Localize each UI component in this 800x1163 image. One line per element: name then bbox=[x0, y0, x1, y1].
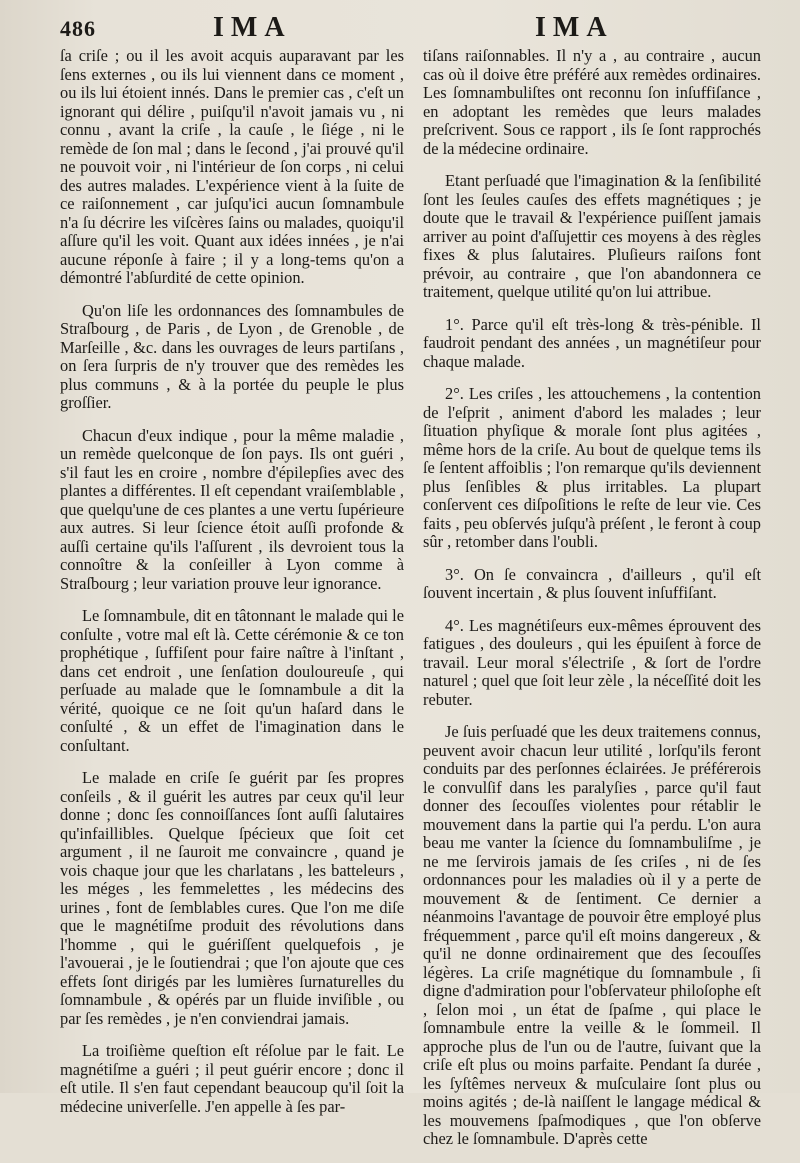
paragraph: Le ſomnambule, dit en tâtonnant le malade qui le conſulte , votre mal eſt là. Cette cérémonie & ce ton prophétique , ſuffiſent pour faire naître à l'inſtant , dans cet endroit , une ſenſation douloureuſe , qui perſuade au malade que le ſomnambule a dit la vérité, quoique ce ne ſoit qu'un haſard dans le conſulté , & un effet de l'imagination dans le conſultant. bbox=[60, 606, 404, 755]
running-head-left: IMA bbox=[213, 12, 292, 43]
page-header bbox=[0, 10, 800, 50]
numbered-paragraph: 3°. On ſe convaincra , d'ailleurs , qu'il eſt ſouvent incertain , & plus ſouvent inſuffiſant. bbox=[423, 564, 761, 602]
running-head-right: IMA bbox=[535, 12, 614, 43]
paragraph: Je ſuis perſuadé que les deux traitemens connus, peuvent avoir chacun leur utilité , lorſqu'ils feront conduits par des perſonnes éclairées. Je préférerois le convulſif dans les paralyſies , parce qu'il faut donner des ſecouſſes violentes pour rétablir le mouvement dans la partie qui l'a perdu. L'on aura beau me vanter la ſcience du ſomnambuliſme , je ne me ſervirois jamais de ſes criſes , ni de ſes ordonnances pour les maladies où il y a perte de mouvement & de ſentiment. Ce dernier a néanmoins l'avantage de pouvoir être employé plus fréquemment , parce qu'il eſt moins dangereux , & qu'il ne donne ordinairement que des ſecouſſes légères. La criſe magnétique du ſomnambule , ſi digne d'admiration pour l'obſervateur philoſophe eſt , ſelon moi , un état de ſpaſme , qui place le ſomnambule entre la veille & le ſommeil. Il approche plus de l'un ou de l'autre, ſuivant que la criſe eſt plus ou moins parfaite. Pendant ſa durée , les ſyſtêmes nerveux & muſculaire ſont plus ou moins agités ; de-là naiſſent le langage médical & les mouvemens ſpaſmodiques , que l'on obſerve chez le ſomnambule. D'après cette bbox=[423, 722, 761, 1148]
left-column bbox=[60, 47, 404, 1130]
numbered-paragraph: 1°. Parce qu'il eſt très-long & très-pénible. Il faudroit pendant des années , un magnétiſeur pour chaque malade. bbox=[423, 314, 761, 371]
page-number: 486 bbox=[60, 16, 96, 41]
paragraph: Etant perſuadé que l'imagination & la ſenſibilité ſont les ſeules cauſes des effets magnétiques ; je doute que le travail & l'expérience puiſſent jamais arriver au point d'aſſujettir ces moyens à des règles fixes & plus ſalutaires. Pluſieurs raiſons font prévoir, au contraire , que l'on abandonnera ce traitement, quelque utilité qu'on lui attribue. bbox=[423, 171, 761, 301]
paragraph: Le malade en criſe ſe guérit par ſes propres conſeils , & il guérit les autres par ceux qu'il leur donne ; donc ſes connoiſſances ſont auſſi ſalutaires qu'infaillibles. Quelque ſpécieux que ſoit cet argument , il ne ſauroit me convaincre , quand je vois chaque jour que les charlatans , les batteleurs , les méges , les femmelettes , les médecins des urines , font de ſemblables cures. Que l'on me diſe que le magnétiſme produit des révolutions dans l'homme , qui le guériſſent quelquefois , je l'avouerai , je le ſoutiendrai ; que l'on ajoute que ces effets ſont dirigés par les lumières ſurnaturelles du ſomnambule , & opérés par un fluide inviſible , ou par ſes remèdes , je n'en conviendrai jamais. bbox=[60, 768, 404, 1028]
paragraph: La troiſième queſtion eſt réſolue par le fait. Le magnétiſme a guéri ; il peut guérir encore ; donc il eſt utile. Il s'en faut cependant beaucoup qu'il ſoit la médecine univerſelle. J'en appelle à ſes par- bbox=[60, 1041, 404, 1116]
right-column bbox=[423, 47, 761, 1163]
paragraph: Qu'on liſe les ordonnances des ſomnambules de Straſbourg , de Paris , de Lyon , de Grenoble , de Marſeille , &c. dans les ouvrages de leurs partiſans , on ſera ſurpris de n'y trouver que des remèdes les plus communs , & à la portée du peuple le plus groſſier. bbox=[60, 300, 404, 412]
paragraph: ſa criſe ; ou il les avoit acquis auparavant par les ſens externes , ou ils lui viennent dans ce moment , ou ils lui étoient innés. Dans le premier cas , c'eſt un ignorant qui délire , puiſqu'il n'avoit jamais vu , ni connu , avant la criſe , la cauſe , le ſiége , ni le remède de ſon mal ; dans le ſecond , j'ai prouvé qu'il ne pouvoit voir , ni l'intérieur de ſon corps , ni celui des autres malades. L'expérience vient à la ſuite de ce raiſonnement , car juſqu'ici aucun ſomnambule n'a ſu décrire les viſcères ſains ou malades, quoiqu'il aſſure qu'il les voit. Quant aux idées innées , je n'ai aucune réponſe à faire ; il y a long-tems qu'on a démontré l'abſurdité de cette opinion. bbox=[60, 46, 404, 287]
numbered-paragraph: 4°. Les magnétiſeurs eux-mêmes éprouvent des fatigues , des douleurs , qui les épuiſent à force de travail. Leur moral s'électriſe , & ſort de l'ordre naturel ; quel que ſoit leur zèle , la néceſſité doit les rebuter. bbox=[423, 615, 761, 709]
numbered-paragraph: 2°. Les criſes , les attouchemens , la contention de l'eſprit , animent d'abord les malades ; leur ſituation phyſique & morale ſont plus agitées , même hors de la criſe. Au bout de quelque tems ils ſe ſentent affoiblis ; l'on remarque qu'ils deviennent plus ſenſibles & plus irritables. La plupart conſervent ces diſpoſitions le reſte de leur vie. Ces faits , peu obſervés juſqu'à préſent , le feront à coup sûr , retomber dans l'oubli. bbox=[423, 384, 761, 551]
paragraph: Chacun d'eux indique , pour la même maladie , un remède quelconque de ſon pays. Ils ont guéri , s'il faut les en croire , nombre d'épilepſies avec des plantes a différentes. Il eſt cependant vraiſemblable , que quelqu'une de ces plantes a une vertu ſupérieure aux autres. Si leur ſcience étoit auſſi profonde & auſſi certaine qu'ils l'aſſurent , ils devroient tous la connoître & la conſeiller à Lyon comme à Straſbourg ; leur variation prouve leur ignorance. bbox=[60, 425, 404, 593]
paragraph: tiſans raiſonnables. Il n'y a , au contraire , aucun cas où il doive être préféré aux remèdes ordinaires. Les ſomnambuliſtes ont reconnu ſon inſuffiſance , en adoptant les remèdes que leurs malades preſcrivent. Sous ce rapport , ils ſe ſont rapprochés de la médecine ordinaire. bbox=[423, 46, 761, 158]
